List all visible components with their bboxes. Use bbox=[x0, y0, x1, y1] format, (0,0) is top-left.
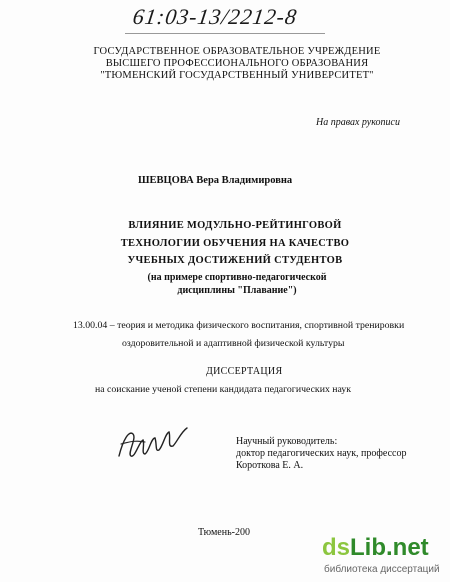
title-line-1: ВЛИЯНИЕ МОДУЛЬНО-РЕЙТИНГОВОЙ bbox=[128, 220, 342, 231]
dslib-subtitle: библиотека диссертаций bbox=[324, 564, 440, 575]
degree-statement: на соискание ученой степени кандидата педагогических наук bbox=[95, 384, 352, 395]
institution-line-1: ГОСУДАРСТВЕННОЕ ОБРАЗОВАТЕЛЬНОЕ УЧРЕЖДЕНИЕ bbox=[93, 46, 381, 57]
archive-code-underline bbox=[125, 33, 325, 34]
title-line-2: ТЕХНОЛОГИИ ОБУЧЕНИЯ НА КАЧЕСТВО bbox=[120, 238, 350, 249]
manuscript-note: На правах рукописи bbox=[316, 117, 400, 128]
dslib-logo-rest: Lib.net bbox=[350, 534, 429, 561]
archive-code-handwritten: 61:03-13/2212-8 bbox=[131, 4, 299, 29]
institution-line-3: "ТЮМЕНСКИЙ ГОСУДАРСТВЕННЫЙ УНИВЕРСИТЕТ" bbox=[100, 70, 374, 81]
document-type: ДИССЕРТАЦИЯ bbox=[206, 366, 283, 377]
supervisor-degree: доктор педагогических наук, профессор bbox=[236, 448, 407, 459]
dslib-logo-ds: ds bbox=[322, 534, 351, 561]
city-year: Тюмень-200 bbox=[198, 527, 250, 538]
institution-line-2: ВЫСШЕГО ПРОФЕССИОНАЛЬНОГО ОБРАЗОВАНИЯ bbox=[105, 58, 369, 69]
title-line-3: УЧЕБНЫХ ДОСТИЖЕНИЙ СТУДЕНТОВ bbox=[127, 255, 343, 266]
signature-image bbox=[115, 420, 193, 464]
specialty-line-1: 13.00.04 – теория и методика физического воспитания, спортивной тренировки bbox=[73, 320, 405, 331]
supervisor-name: Короткова Е. А. bbox=[236, 460, 304, 471]
subtitle-line-2: дисциплины "Плавание") bbox=[177, 285, 297, 296]
supervisor-title: Научный руководитель: bbox=[236, 436, 338, 447]
dslib-watermark bbox=[322, 534, 444, 578]
author-name: ШЕВЦОВА Вера Владимировна bbox=[138, 175, 293, 186]
dslib-logo bbox=[322, 534, 429, 562]
subtitle-line-1: (на примере спортивно-педагогической bbox=[147, 272, 327, 283]
specialty-line-2: оздоровительной и адаптивной физической культуры bbox=[122, 338, 345, 349]
